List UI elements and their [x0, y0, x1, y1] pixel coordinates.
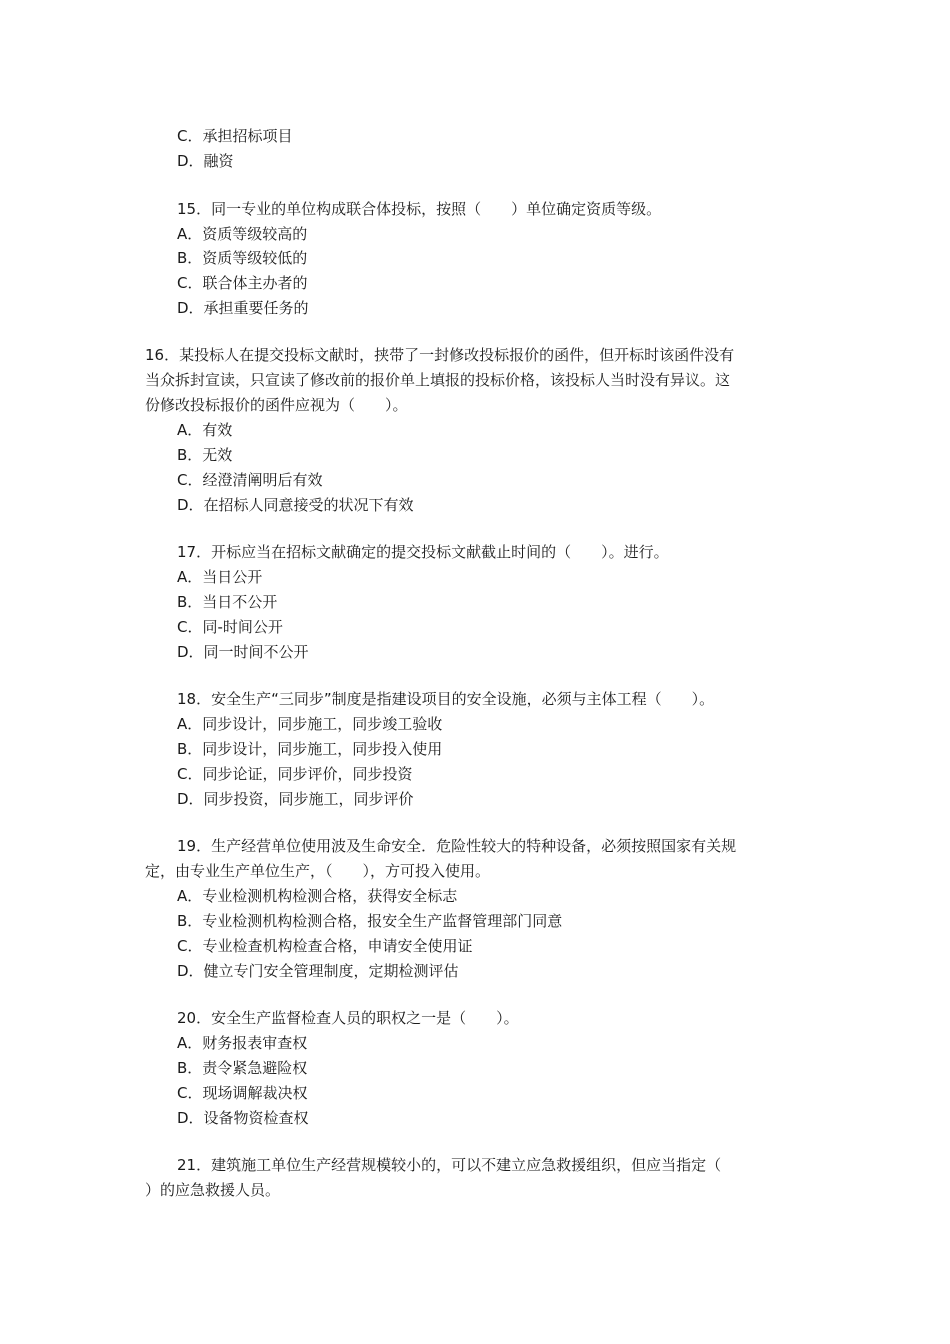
question-16-stem-line-1: 16．某投标人在提交投标文献时，挟带了一封修改投标报价的函件，但开标时该函件没有 — [145, 346, 735, 364]
option-16-b: B．无效 — [177, 446, 233, 464]
question-16-stem-line-3: 份修改投标报价的函件应视为（ ）。 — [145, 396, 408, 414]
option-15-c: C．联合体主办者的 — [177, 274, 308, 292]
option-20-c: C．现场调解裁决权 — [177, 1084, 308, 1102]
option-20-a: A．财务报表审查权 — [177, 1034, 308, 1052]
option-18-d: D．同步投资，同步施工，同步评价 — [177, 790, 414, 808]
question-21-stem-line-2: ）的应急救援人员。 — [145, 1181, 281, 1199]
option-20-d: D．设备物资检查权 — [177, 1109, 309, 1127]
option-19-c: C．专业检查机构检查合格，申请安全使用证 — [177, 937, 473, 955]
option-17-c: C．同-时间公开 — [177, 618, 283, 636]
option-14-d: D．融资 — [177, 152, 234, 170]
option-18-b: B．同步设计，同步施工，同步投入使用 — [177, 740, 443, 758]
question-20-stem: 20．安全生产监督检查人员的职权之一是（ ）。 — [177, 1009, 519, 1027]
option-19-a: A．专业检测机构检测合格，获得安全标志 — [177, 887, 458, 905]
option-14-c: C．承担招标项目 — [177, 127, 293, 145]
question-17-stem: 17．开标应当在招标文献确定的提交投标文献截止时间的（ ）。进行。 — [177, 543, 669, 561]
option-17-b: B．当日不公开 — [177, 593, 278, 611]
option-17-d: D．同一时间不公开 — [177, 643, 309, 661]
question-18-stem: 18．安全生产“三同步”制度是指建设项目的安全设施，必须与主体工程（ ）。 — [177, 690, 715, 708]
option-19-b: B．专业检测机构检测合格，报安全生产监督管理部门同意 — [177, 912, 563, 930]
option-20-b: B．责令紧急避险权 — [177, 1059, 308, 1077]
option-15-d: D．承担重要任务的 — [177, 299, 309, 317]
option-17-a: A．当日公开 — [177, 568, 263, 586]
option-15-b: B．资质等级较低的 — [177, 249, 308, 267]
option-16-a: A．有效 — [177, 421, 233, 439]
question-19-stem-line-2: 定，由专业生产单位生产，（ ），方可投入使用。 — [145, 862, 491, 880]
option-18-a: A．同步设计，同步施工，同步竣工验收 — [177, 715, 443, 733]
option-18-c: C．同步论证，同步评价，同步投资 — [177, 765, 413, 783]
question-19-stem-line-1: 19．生产经营单位使用波及生命安全．危险性较大的特种设备，必须按照国家有关规 — [177, 837, 737, 855]
option-15-a: A．资质等级较高的 — [177, 225, 308, 243]
question-21-stem-line-1: 21．建筑施工单位生产经营规模较小的，可以不建立应急救援组织，但应当指定（ — [177, 1156, 722, 1174]
option-16-c: C．经澄清阐明后有效 — [177, 471, 323, 489]
question-16-stem-line-2: 当众拆封宣读，只宣读了修改前的报价单上填报的投标价格，该投标人当时没有异议。这 — [145, 371, 731, 389]
option-16-d: D．在招标人同意接受的状况下有效 — [177, 496, 414, 514]
option-19-d: D．健立专门安全管理制度，定期检测评估 — [177, 962, 459, 980]
question-15-stem: 15．同一专业的单位构成联合体投标，按照（ ）单位确定资质等级。 — [177, 200, 662, 218]
